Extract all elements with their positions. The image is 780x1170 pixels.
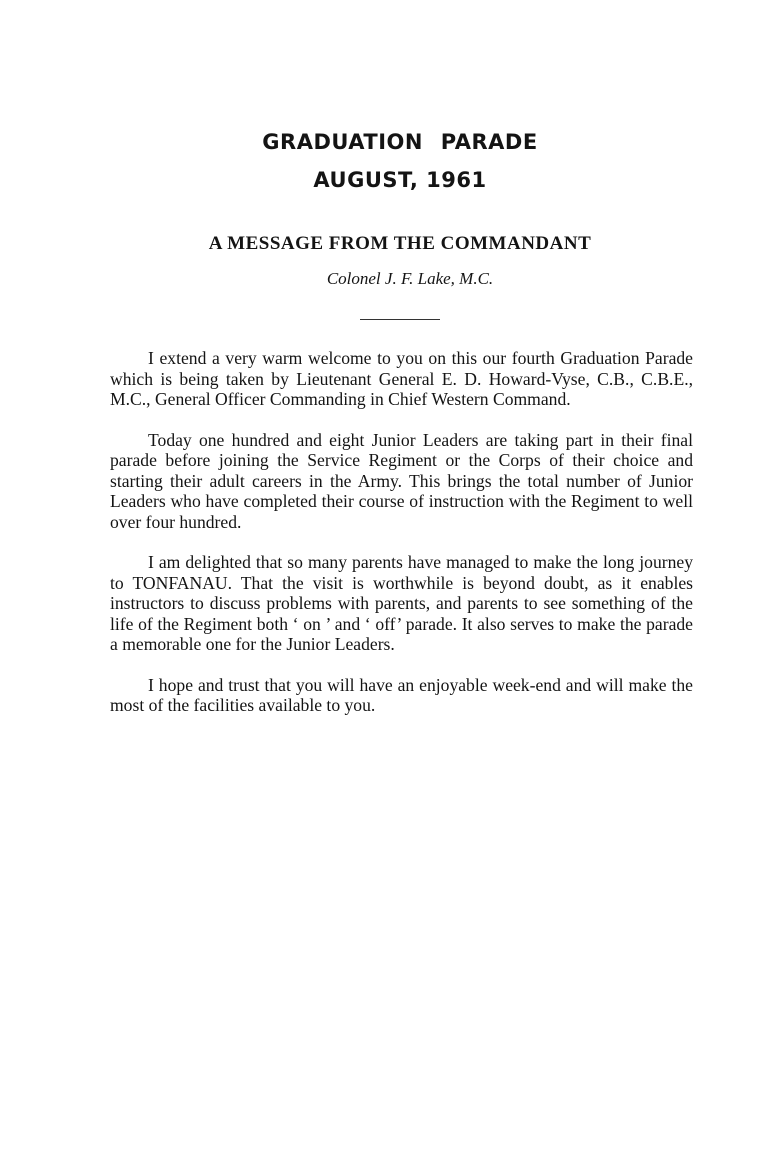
paragraph: I hope and trust that you will have an enjoyable week-end and will make the most of the facilities available to you.: [110, 674, 693, 715]
message-body: [110, 348, 693, 736]
document-date: AUGUST, 1961: [313, 168, 487, 192]
paragraph: I extend a very warm welcome to you on this our fourth Graduation Parade which is being taken by Lieutenant General E. D. Howard-Vyse, C.B., C.B.E., M.C., General Officer Commanding in Chief Western Command.: [110, 348, 693, 409]
author-byline: Colonel J. F. Lake, M.C.: [326, 269, 494, 288]
paragraph: Today one hundred and eight Junior Leaders are taking part in their final parade before joining the Service Regiment or the Corps of their choice and starting their adult careers in the Army. This brings the total number of Junior Leaders who have completed their course of instruction with the Regiment to well over four hundred.: [110, 429, 693, 532]
document-title: GRADUATION PARADE: [262, 130, 538, 154]
message-heading: A MESSAGE FROM THE COMMANDANT: [208, 233, 592, 254]
paragraph: I am delighted that so many parents have managed to make the long journey to TONFANAU. That the visit is worthwhile is beyond doubt, as it enables instructors to discuss problems with parents, and parents to see something of the life of the Regiment both ‘ on ’ and ‘ off’ parade. It also serves to make the parade a memorable one for the Junior Leaders.: [110, 552, 693, 654]
section-divider: [360, 319, 440, 320]
